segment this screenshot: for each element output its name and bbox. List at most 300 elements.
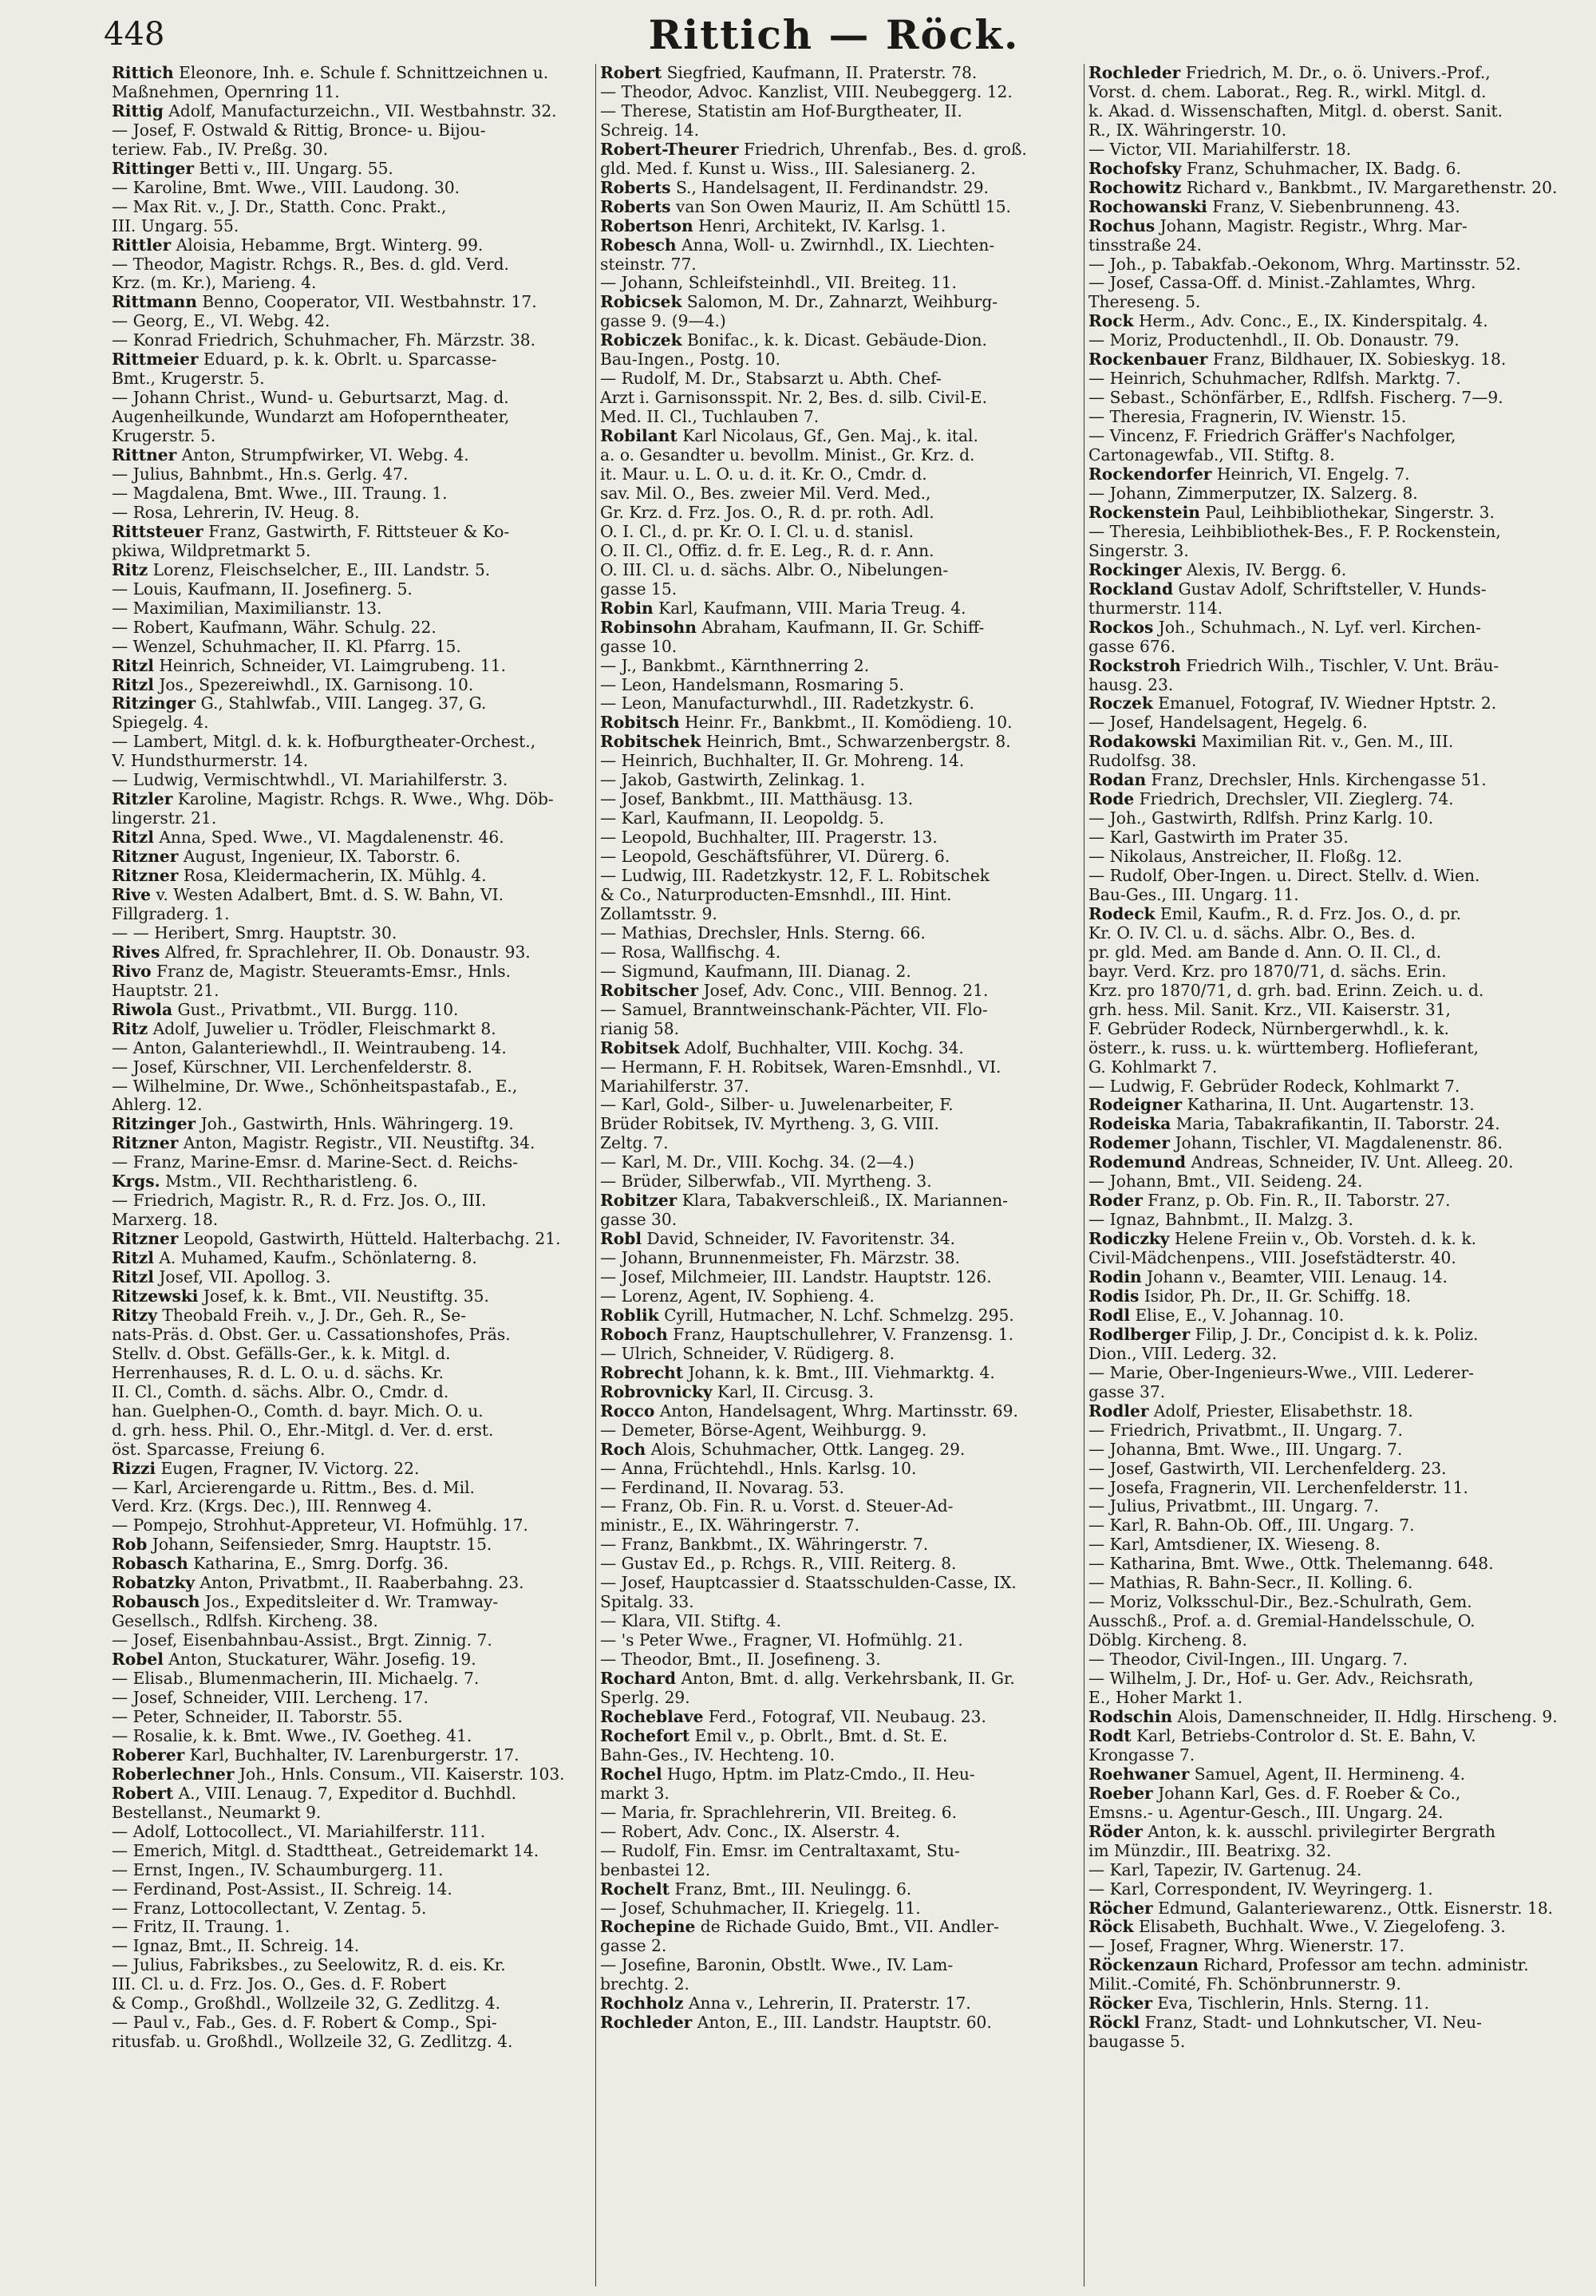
directory-entry-line: brechtg. 2. — [600, 1975, 689, 1994]
directory-entry-line: — Rosa, Lehrerin, IV. Heug. 8. — [112, 503, 360, 522]
directory-entry-line: Robitscher Josef, Adv. Conc., VIII. Bennog. 21. — [600, 981, 989, 1000]
directory-entry-line: Rodis Isidor, Ph. Dr., II. Gr. Schiffg. 18. — [1088, 1287, 1412, 1306]
directory-entry-line: baugasse 5. — [1088, 2033, 1186, 2052]
directory-entry-line: — Max Rit. v., J. Dr., Statth. Conc. Prakt., — [112, 197, 447, 216]
directory-entry-line: Döblg. Kircheng. 8. — [1088, 1631, 1247, 1650]
directory-entry-line: — Josefa, Fragnerin, VII. Lerchenfelderstr. 11. — [1088, 1478, 1468, 1497]
directory-entry-line: Zollamtsstr. 9. — [600, 904, 717, 923]
directory-entry-line: — Josef, Kürschner, VII. Lerchenfelderstr. 8. — [112, 1057, 472, 1077]
directory-entry-line: Arzt i. Garnisonsspit. Nr. 2, Bes. d. silb. Civil-E. — [600, 389, 988, 408]
directory-entry-line: — Theresia, Leihbibliothek-Bes., F. P. Rockenstein, — [1088, 522, 1501, 541]
directory-entry-line: III. Ungarg. 55. — [112, 216, 239, 235]
directory-entry-line: — Franz, Marine-Emsr. d. Marine-Sect. d. Reichs- — [112, 1153, 519, 1172]
directory-entry-line: — Sebast., Schönfärber, E., Rdlfsh. Fischerg. 7—9. — [1088, 389, 1503, 408]
column-1 — [112, 64, 591, 2286]
directory-entry-line: Rittmann Benno, Cooperator, VII. Westbahnstr. 17. — [112, 293, 537, 312]
directory-entry-line: bayr. Verd. Krz. pro 1870/71, d. sächs. Erin. — [1088, 962, 1447, 981]
directory-entry-line: — Josef, Fragner, Whrg. Wienerstr. 17. — [1088, 1937, 1404, 1956]
directory-entry-line: Rodemer Johann, Tischler, VI. Magdalenenstr. 86. — [1088, 1134, 1503, 1153]
directory-entry-line: thurmerstr. 114. — [1088, 599, 1223, 618]
directory-entry-line: — Josef, Schuhmacher, II. Kriegelg. 11. — [600, 1899, 921, 1918]
directory-entry-line: gasse 676. — [1088, 637, 1175, 656]
directory-entry-line: Roberer Karl, Buchhalter, IV. Larenburgerstr. 17. — [112, 1745, 519, 1764]
directory-entry-line: — Lambert, Mitgl. d. k. k. Hofburgtheater-Orchest., — [112, 733, 536, 752]
directory-entry-line: Roehwaner Samuel, Agent, II. Hermineng. 4. — [1088, 1764, 1466, 1784]
directory-entry-line: teriew. Fab., IV. Preßg. 30. — [112, 140, 329, 159]
directory-entry-line: — Julius, Bahnbmt., Hn.s. Gerlg. 47. — [112, 465, 409, 484]
directory-entry-line: E., Hoher Markt 1. — [1088, 1689, 1243, 1708]
directory-entry-line: — 's Peter Wwe., Fragner, VI. Hofmühlg. 21. — [600, 1631, 963, 1650]
directory-entry-line: — Moriz, Productenhdl., II. Ob. Donaustr. 79. — [1088, 331, 1460, 350]
directory-entry-line: Emsns.- u. Agentur-Gesch., III. Ungarg. 24. — [1088, 1803, 1444, 1822]
directory-entry-line: Ritzner Rosa, Kleidermacherin, IX. Mühlg. 4. — [112, 867, 487, 886]
directory-entry-line: & Comp., Großhdl., Wollzeile 32, G. Zedlitzg. 4. — [112, 1994, 500, 2013]
directory-entry-line: — Mathias, Drechsler, Hnls. Sterng. 66. — [600, 923, 926, 943]
directory-entry-line: gasse 30. — [600, 1211, 678, 1230]
directory-entry-line: Zeltg. 7. — [600, 1134, 669, 1153]
directory-entry-line: — Anton, Galanteriewhdl., II. Weintraubeng. 14. — [112, 1038, 507, 1057]
directory-entry-line: — J., Bankbmt., Kärnthnerring 2. — [600, 656, 870, 675]
directory-entry-line: — Gustav Ed., p. Rchgs. R., VIII. Reiterg. 8. — [600, 1555, 957, 1574]
directory-entry-line: — Franz, Ob. Fin. R. u. Vorst. d. Steuer-Ad- — [600, 1497, 954, 1516]
directory-entry-line: Rodt Karl, Betriebs-Controlor d. St. E. Bahn, V. — [1088, 1726, 1476, 1745]
directory-entry-line: — Karl, Arcierengarde u. Rittm., Bes. d. Mil. — [112, 1478, 475, 1497]
directory-entry-line: Krz. pro 1870/71, d. grh. bad. Erinn. Zeich. u. d. — [1088, 981, 1484, 1000]
directory-entry-line: Bau-Ingen., Postg. 10. — [600, 350, 781, 369]
directory-entry-line: — Karl, Kaufmann, II. Leopoldg. 5. — [600, 809, 885, 828]
directory-entry-line: Rodschin Alois, Damenschneider, II. Hdlg. Hirscheng. 9. — [1088, 1707, 1558, 1726]
directory-entry-line: Bmt., Krugerstr. 5. — [112, 369, 265, 389]
directory-entry-line: — Ignaz, Bahnbmt., II. Malzg. 3. — [1088, 1211, 1353, 1230]
directory-entry-line: d. grh. hess. Phil. O., Ehr.-Mitgl. d. Ver. d. erst. — [112, 1421, 494, 1440]
directory-entry-line: Rodan Franz, Drechsler, Hnls. Kirchengasse 51. — [1088, 771, 1487, 790]
directory-entry-line: Spitalg. 33. — [600, 1593, 694, 1612]
directory-entry-line: Rodeck Emil, Kaufm., R. d. Frz. Jos. O., d. pr. — [1088, 904, 1462, 923]
page-number: 448 — [104, 16, 165, 53]
directory-entry-line: Rodin Johann v., Beamter, VIII. Lenaug. 14. — [1088, 1268, 1448, 1287]
directory-entry-line: — Samuel, Branntweinschank-Pächter, VII. Flo- — [600, 1000, 988, 1019]
directory-entry-line: — Karl, R. Bahn-Ob. Off., III. Ungarg. 7. — [1088, 1516, 1415, 1535]
directory-entry-line: Rodakowski Maximilian Rit. v., Gen. M., III. — [1088, 733, 1454, 752]
directory-entry-line: — Robert, Kaufmann, Währ. Schulg. 22. — [112, 618, 437, 637]
directory-entry-line: — Victor, VII. Mariahilferstr. 18. — [1088, 140, 1352, 159]
directory-entry-line: Rockendorfer Heinrich, VI. Engelg. 7. — [1088, 465, 1410, 484]
directory-entry-line: — Josef, Eisenbahnbau-Assist., Brgt. Zinnig. 7. — [112, 1631, 492, 1650]
directory-entry-line: Hauptstr. 21. — [112, 981, 219, 1000]
directory-entry-line: Robertson Henri, Architekt, IV. Karlsg. 1. — [600, 216, 946, 235]
directory-entry-line: — Sigmund, Kaufmann, III. Dianag. 2. — [600, 962, 911, 981]
directory-entry-line: — Josef, Hauptcassier d. Staatsschulden-Casse, IX. — [600, 1574, 1017, 1593]
directory-entry-line: — Heinrich, Schuhmacher, Rdlfsh. Marktg. 7. — [1088, 369, 1461, 389]
directory-entry-line: — Josef, Bankbmt., III. Matthäusg. 13. — [600, 790, 914, 809]
directory-entry-line: — Heinrich, Buchhalter, II. Gr. Mohreng. 14. — [600, 752, 965, 771]
directory-entry-line: Rivo Franz de, Magistr. Steueramts-Emsr., Hnls. — [112, 962, 512, 981]
directory-entry-line: — Paul v., Fab., Ges. d. F. Robert & Comp., Spi- — [112, 2013, 497, 2033]
directory-entry-line: O. II. Cl., Offiz. d. fr. E. Leg., R. d. r. Ann. — [600, 541, 934, 560]
directory-entry-line: Ahlerg. 12. — [112, 1096, 203, 1115]
directory-entry-line: Robert A., VIII. Lenaug. 7, Expeditor d. Buchhdl. — [112, 1784, 516, 1803]
directory-entry-line: hausg. 23. — [1088, 675, 1174, 694]
directory-entry-line: — Ignaz, Bmt., II. Schreig. 14. — [112, 1937, 360, 1956]
directory-entry-line: — Franz, Lottocollectant, V. Zentag. 5. — [112, 1899, 427, 1918]
directory-entry-line: — Rudolf, Ober-Ingen. u. Direct. Stellv. d. Wien. — [1088, 867, 1480, 886]
directory-entry-line: — Konrad Friedrich, Schuhmacher, Fh. Märzstr. 38. — [112, 331, 536, 350]
directory-entry-line: Stellv. d. Obst. Gefälls-Ger., k. k. Mitgl. d. — [112, 1344, 451, 1363]
directory-entry-line: — Rosa, Wallfischg. 4. — [600, 943, 781, 962]
directory-entry-line: Rochelt Franz, Bmt., III. Neulingg. 6. — [600, 1879, 912, 1899]
directory-entry-line: — Karl, Amtsdiener, IX. Wieseng. 8. — [1088, 1535, 1381, 1555]
directory-entry-line: Roberts van Son Owen Mauriz, II. Am Schüttl 15. — [600, 197, 1011, 216]
running-title: Rittich — Röck. — [648, 11, 1020, 58]
column-2 — [600, 64, 1079, 2286]
directory-entry-line: Med. II. Cl., Tuchlauben 7. — [600, 408, 820, 427]
directory-entry-line: Rockstroh Friedrich Wilh., Tischler, V. Unt. Bräu- — [1088, 656, 1499, 675]
directory-entry-line: Robrovnicky Karl, II. Circusg. 3. — [600, 1382, 875, 1401]
directory-entry-line: G. Kohlmarkt 7. — [1088, 1057, 1218, 1077]
directory-entry-line: — Karl, M. Dr., VIII. Kochg. 34. (2—4.) — [600, 1153, 915, 1172]
directory-entry-line: Krugerstr. 5. — [112, 427, 216, 446]
directory-entry-line: — Karl, Gold-, Silber- u. Juwelenarbeiter, F. — [600, 1096, 954, 1115]
directory-entry-line: — Ludwig, III. Radetzkystr. 12, F. L. Robitschek — [600, 867, 990, 886]
directory-entry-line: Kr. O. IV. Cl. u. d. sächs. Albr. O., Bes. d. — [1088, 923, 1416, 943]
directory-entry-line: — Adolf, Lottocollect., VI. Mariahilferstr. 111. — [112, 1822, 486, 1841]
directory-entry-line: Rodemund Andreas, Schneider, IV. Unt. Alleeg. 20. — [1088, 1153, 1514, 1172]
directory-entry-line: Spiegelg. 4. — [112, 713, 209, 733]
directory-entry-line: — Josef, Handelsagent, Hegelg. 6. — [1088, 713, 1368, 733]
directory-entry-line: Schreig. 14. — [600, 121, 700, 140]
directory-entry-line: — Nikolaus, Anstreicher, II. Floßg. 12. — [1088, 848, 1403, 867]
directory-entry-line: im Münzdir., III. Beatrixg. 32. — [1088, 1841, 1332, 1860]
directory-entry-line: — Joh., p. Tabakfab.-Oekonom, Whrg. Martinsstr. 52. — [1088, 255, 1521, 274]
directory-entry-line: — Fritz, II. Traung. 1. — [112, 1918, 290, 1937]
directory-entry-line: gasse 37. — [1088, 1382, 1166, 1401]
directory-entry-line: Röcher Edmund, Galanteriewarenz., Ottk. Eisnerstr. 18. — [1088, 1899, 1554, 1918]
directory-entry-line: — Karoline, Bmt. Wwe., VIII. Laudong. 30. — [112, 178, 460, 197]
directory-entry-line: — Johann Christ., Wund- u. Geburtsarzt, Mag. d. — [112, 389, 509, 408]
directory-entry-line: Rodiczky Helene Freiin v., Ob. Vorsteh. d. k. k. — [1088, 1230, 1476, 1249]
directory-entry-line: — Hermann, F. H. Robitsek, Waren-Emsnhdl., VI. — [600, 1057, 1001, 1077]
directory-entry-line: Ritzner Anton, Magistr. Registr., VII. Neustiftg. 34. — [112, 1134, 535, 1153]
directory-entry-line: Gesellsch., Rdlfsh. Kircheng. 38. — [112, 1612, 378, 1631]
directory-entry-line: Robert Siegfried, Kaufmann, II. Praterstr. 78. — [600, 64, 978, 82]
directory-entry-line: steinstr. 77. — [600, 255, 697, 274]
directory-entry-line: Rochholz Anna v., Lehrerin, II. Praterstr. 17. — [600, 1994, 971, 2013]
directory-entry-line: — Moriz, Volksschul-Dir., Bez.-Schulrath, Gem. — [1088, 1593, 1472, 1612]
directory-entry-line: Ritz Lorenz, Fleischselcher, E., III. Landstr. 5. — [112, 560, 491, 579]
directory-entry-line: — Lorenz, Agent, IV. Sophieng. 4. — [600, 1287, 875, 1306]
directory-entry-line: Rives Alfred, fr. Sprachlehrer, II. Ob. Donaustr. 93. — [112, 943, 531, 962]
directory-entry-line: Roblik Cyrill, Hutmacher, N. Lchf. Schmelzg. 295. — [600, 1306, 1014, 1325]
directory-entry-line: — Johann, Brunnenmeister, Fh. Märzstr. 38. — [600, 1249, 961, 1268]
directory-entry-line: — Emerich, Mitgl. d. Stadttheat., Getreidemarkt 14. — [112, 1841, 539, 1860]
directory-entry-line: Rochefort Emil v., p. Obrlt., Bmt. d. St. E. — [600, 1726, 948, 1745]
directory-entry-line: Röder Anton, k. k. ausschl. privilegirter Bergrath — [1088, 1822, 1496, 1841]
directory-entry-line: — Johanna, Bmt. Wwe., III. Ungarg. 7. — [1088, 1440, 1403, 1459]
directory-entry-line: Robatzky Anton, Privatbmt., II. Raaberbahng. 23. — [112, 1574, 524, 1593]
directory-entry-line: Ritzner August, Ingenieur, IX. Taborstr. 6. — [112, 848, 460, 867]
directory-entry-line: Röcker Eva, Tischlerin, Hnls. Sterng. 11. — [1088, 1994, 1430, 2013]
directory-entry-line: — Maximilian, Maximilianstr. 13. — [112, 599, 382, 618]
directory-entry-line: — Vincenz, F. Friedrich Gräffer's Nachfolger, — [1088, 427, 1456, 446]
directory-entry-line: Rochepine de Richade Guido, Bmt., VII. Andler- — [600, 1918, 999, 1937]
directory-entry-line: Robicsek Salomon, M. Dr., Zahnarzt, Weihburg- — [600, 293, 998, 312]
directory-entry-line: — Ulrich, Schneider, V. Rüdigerg. 8. — [600, 1344, 895, 1363]
directory-entry-line: Robiczek Bonifac., k. k. Dicast. Gebäude-Dion. — [600, 331, 987, 350]
directory-entry-line: ritusfab. u. Großhdl., Wollzeile 32, G. Zedlitzg. 4. — [112, 2033, 513, 2052]
directory-entry-line: — Pompejo, Strohhut-Appreteur, VI. Hofmühlg. 17. — [112, 1516, 528, 1535]
directory-entry-line: — Wilhelmine, Dr. Wwe., Schönheitspastafab., E., — [112, 1077, 518, 1096]
directory-entry-line: — Johann, Schleifsteinhdl., VII. Breiteg. 11. — [600, 274, 957, 293]
directory-entry-line: — Johann, Zimmerputzer, IX. Salzerg. 8. — [1088, 484, 1418, 503]
directory-entry-line: Rochel Hugo, Hptm. im Platz-Cmdo., II. Heu- — [600, 1764, 975, 1784]
directory-entry-line: Robert-Theurer Friedrich, Uhrenfab., Bes. d. groß. — [600, 140, 1027, 159]
directory-entry-line: Rodeigner Katharina, II. Unt. Augartenstr. 13. — [1088, 1096, 1475, 1115]
directory-entry-line: — Ferdinand, Post-Assist., II. Schreig. 14. — [112, 1879, 452, 1899]
directory-entry-line: — Leopold, Buchhalter, III. Pragerstr. 13. — [600, 828, 938, 848]
directory-entry-line: Herrenhauses, R. d. L. O. u. d. sächs. Kr. — [112, 1363, 444, 1382]
directory-entry-line: O. III. Cl. u. d. sächs. Albr. O., Nibelungen- — [600, 560, 949, 579]
directory-entry-line: — Therese, Statistin am Hof-Burgtheater, II. — [600, 101, 962, 121]
directory-entry-line: Rittig Adolf, Manufacturzeichn., VII. Westbahnstr. 32. — [112, 101, 557, 121]
directory-entry-line: Robitsek Adolf, Buchhalter, VIII. Kochg. 34. — [600, 1038, 964, 1057]
directory-entry-line: Ritzewski Josef, k. k. Bmt., VII. Neustiftg. 35. — [112, 1287, 489, 1306]
directory-entry-line: — Ferdinand, II. Novarag. 53. — [600, 1478, 844, 1497]
directory-entry-line: Rockland Gustav Adolf, Schriftsteller, V. Hunds- — [1088, 579, 1487, 599]
directory-entry-line: Röckenzaun Richard, Professor am techn. administr. — [1088, 1956, 1529, 1975]
directory-entry-line: — Klara, VII. Stiftg. 4. — [600, 1612, 782, 1631]
directory-entry-line: Rodeiska Maria, Tabakrafikantin, II. Taborstr. 24. — [1088, 1115, 1500, 1134]
directory-entry-line: Robausch Jos., Expeditsleiter d. Wr. Tramway- — [112, 1593, 499, 1612]
directory-entry-line: Krgs. Mstm., VII. Rechtharistleng. 6. — [112, 1172, 418, 1191]
directory-entry-line: — Julius, Privatbmt., III. Ungarg. 7. — [1088, 1497, 1379, 1516]
directory-entry-line: Ritzl Anna, Sped. Wwe., VI. Magdalenenstr. 46. — [112, 828, 504, 848]
directory-entry-line: — Leon, Handelsmann, Rosmaring 5. — [600, 675, 904, 694]
directory-entry-line: pkiwa, Wildpretmarkt 5. — [112, 541, 311, 560]
directory-entry-line: gasse 10. — [600, 637, 678, 656]
directory-entry-line: rianig 58. — [600, 1019, 680, 1038]
directory-entry-line: — Ludwig, Vermischtwhdl., VI. Mariahilferstr. 3. — [112, 771, 508, 790]
directory-entry-line: nats-Präs. d. Obst. Ger. u. Cassationshofes, Präs. — [112, 1325, 511, 1344]
directory-entry-line: — Franz, Bankbmt., IX. Währingerstr. 7. — [600, 1535, 929, 1555]
directory-entry-line: Rockenbauer Franz, Bildhauer, IX. Sobieskyg. 18. — [1088, 350, 1507, 369]
directory-entry-line: — Brüder, Silberwfab., VII. Myrtheng. 3. — [600, 1172, 932, 1191]
directory-entry-line: Ritzinger G., Stahlwfab., VIII. Langeg. 37, G. — [112, 694, 487, 713]
directory-entry-line: Gr. Krz. d. Frz. Jos. O., R. d. pr. roth. Adl. — [600, 503, 934, 522]
directory-entry-line: — Friedrich, Privatbmt., II. Ungarg. 7. — [1088, 1421, 1403, 1440]
directory-entry-line: Rocheblave Ferd., Fotograf, VII. Neubaug. 23. — [600, 1707, 986, 1726]
directory-entry-line: Roberts S., Handelsagent, II. Ferdinandstr. 29. — [600, 178, 989, 197]
directory-entry-line: Roder Franz, p. Ob. Fin. R., II. Taborstr. 27. — [1088, 1191, 1451, 1211]
directory-entry-line: Rittsteuer Franz, Gastwirth, F. Rittsteuer & Ko- — [112, 522, 510, 541]
directory-entry-line: — Rudolf, Fin. Emsr. im Centraltaxamt, Stu- — [600, 1841, 960, 1860]
directory-entry-line: öst. Sparcasse, Freiung 6. — [112, 1440, 326, 1459]
directory-entry-line: Fillgraderg. 1. — [112, 904, 230, 923]
directory-entry-line: Ritzl A. Muhamed, Kaufm., Schönlaterng. 8. — [112, 1249, 477, 1268]
directory-entry-line: Ritzler Karoline, Magistr. Rchgs. R. Wwe., Whg. Döb- — [112, 790, 554, 809]
directory-entry-line: Rittner Anton, Strumpfwirker, VI. Webg. 4. — [112, 446, 469, 465]
directory-entry-line: — Friedrich, Magistr. R., R. d. Frz. Jos. O., III. — [112, 1191, 487, 1211]
directory-entry-line: Rockos Joh., Schuhmach., N. Lyf. verl. Kirchen- — [1088, 618, 1481, 637]
directory-entry-line: Singerstr. 3. — [1088, 541, 1189, 560]
directory-entry-line: Rock Herm., Adv. Conc., E., IX. Kinderspitalg. 4. — [1088, 312, 1488, 331]
directory-entry-line: — Josef, Schneider, VIII. Lercheng. 17. — [112, 1689, 429, 1708]
directory-entry-line: Roberlechner Joh., Hnls. Consum., VII. Kaiserstr. 103. — [112, 1764, 565, 1784]
directory-entry-line: Thereseng. 5. — [1088, 293, 1201, 312]
directory-entry-line: Rochowitz Richard v., Bankbmt., IV. Margarethenstr. 20. — [1088, 178, 1558, 197]
directory-entry-line: — Anna, Früchtehdl., Hnls. Karlsg. 10. — [600, 1459, 917, 1478]
directory-entry-line: Rive v. Westen Adalbert, Bmt. d. S. W. Bahn, VI. — [112, 885, 504, 904]
directory-entry-line: F. Gebrüder Rodeck, Nürnbergerwhdl., k. k. — [1088, 1019, 1449, 1038]
directory-entry-line: — Louis, Kaufmann, II. Josefinerg. 5. — [112, 579, 413, 599]
directory-entry-line: — Jakob, Gastwirth, Zelinkag. 1. — [600, 771, 866, 790]
directory-entry-line: Brüder Robitsek, IV. Myrtheng. 3, G. VIII. — [600, 1115, 939, 1134]
directory-entry-line: Mariahilferstr. 37. — [600, 1077, 749, 1096]
directory-entry-line: — Karl, Correspondent, IV. Weyringerg. 1. — [1088, 1879, 1433, 1899]
directory-entry-line: — Leopold, Geschäftsführer, VI. Dürerg. 6. — [600, 848, 950, 867]
directory-entry-line: Rodler Adolf, Priester, Elisabethstr. 18. — [1088, 1401, 1413, 1421]
directory-entry-line: Vorst. d. chem. Laborat., Reg. R., wirkl. Mitgl. d. — [1088, 82, 1487, 101]
directory-entry-line: Robilant Karl Nicolaus, Gf., Gen. Maj., k. ital. — [600, 427, 978, 446]
directory-entry-line: Rudolfsg. 38. — [1088, 752, 1197, 771]
directory-entry-line: Rode Friedrich, Drechsler, VII. Zieglerg. 74. — [1088, 790, 1454, 809]
directory-entry-line: Robrecht Johann, k. k. Bmt., III. Viehmarktg. 4. — [600, 1363, 995, 1382]
directory-entry-line: Robasch Katharina, E., Smrg. Dorfg. 36. — [112, 1555, 449, 1574]
directory-entry-line: — Magdalena, Bmt. Wwe., III. Traung. 1. — [112, 484, 448, 503]
directory-entry-line: — Theodor, Bmt., II. Josefineng. 3. — [600, 1650, 881, 1670]
directory-entry-line: Krongasse 7. — [1088, 1745, 1195, 1764]
directory-entry-line: Ritzl Heinrich, Schneider, VI. Laimgrubeng. 11. — [112, 656, 506, 675]
directory-entry-line: O. I. Cl., d. pr. Kr. O. I. Cl. u. d. stanisl. — [600, 522, 914, 541]
directory-entry-line: — Karl, Tapezir, IV. Gartenug. 24. — [1088, 1860, 1362, 1879]
directory-entry-line: Krz. (m. Kr.), Marieng. 4. — [112, 274, 317, 293]
directory-entry-line: österr., k. russ. u. k. württemberg. Hoflieferant, — [1088, 1038, 1479, 1057]
directory-entry-line: — Karl, Gastwirth im Prater 35. — [1088, 828, 1349, 848]
directory-entry-line: Robel Anton, Stuckaturer, Währ. Josefig. 19. — [112, 1650, 476, 1670]
column-3 — [1088, 64, 1567, 2286]
directory-entry-line: — Maria, fr. Sprachlehrerin, VII. Breiteg. 6. — [600, 1803, 958, 1822]
directory-entry-line: Robl David, Schneider, IV. Favoritenstr. 34. — [600, 1230, 956, 1249]
directory-entry-line: — Leon, Manufacturwhdl., III. Radetzkystr. 6. — [600, 694, 974, 713]
directory-entry-line: — Joh., Gastwirth, Rdlfsh. Prinz Karlg. 10. — [1088, 809, 1434, 828]
directory-entry-line: — Mathias, R. Bahn-Secr., II. Kolling. 6. — [1088, 1574, 1413, 1593]
directory-entry-line: gasse 9. (9—4.) — [600, 312, 726, 331]
directory-entry-line: han. Guelphen-O., Comth. d. bayr. Mich. O. u. — [112, 1401, 484, 1421]
directory-entry-line: gasse 2. — [600, 1937, 667, 1956]
directory-entry-line: Roeber Johann Karl, Ges. d. F. Roeber & Co., — [1088, 1784, 1461, 1803]
directory-entry-line: Bestellanst., Neumarkt 9. — [112, 1803, 322, 1822]
directory-entry-line: Ritzner Leopold, Gastwirth, Hütteld. Halterbachg. 21. — [112, 1230, 561, 1249]
directory-entry-line: Maßnehmen, Opernring 11. — [112, 82, 340, 101]
directory-entry-line: Riwola Gust., Privatbmt., VII. Burgg. 110. — [112, 1000, 459, 1019]
directory-entry-line: — — Heribert, Smrg. Hauptstr. 30. — [112, 923, 397, 943]
page-header — [104, 11, 1564, 59]
directory-entry-line: pr. gld. Med. am Bande d. Ann. O. II. Cl., d. — [1088, 943, 1442, 962]
directory-entry-line: sav. Mil. O., Bes. zweier Mil. Verd. Med., — [600, 484, 931, 503]
directory-entry-line: — Elisab., Blumenmacherin, III. Michaelg. 7. — [112, 1670, 480, 1689]
directory-entry-line: Rittmeier Eduard, p. k. k. Obrlt. u. Sparcasse- — [112, 350, 497, 369]
directory-entry-line: Ritzy Theobald Freih. v., J. Dr., Geh. R., Se- — [112, 1306, 467, 1325]
directory-entry-line: Robinsohn Abraham, Kaufmann, II. Gr. Schiff- — [600, 618, 985, 637]
directory-entry-line: Robitschek Heinrich, Bmt., Schwarzenbergstr. 8. — [600, 733, 1011, 752]
directory-entry-line: Röck Elisabeth, Buchhalt. Wwe., V. Ziegelofeng. 3. — [1088, 1918, 1506, 1937]
directory-entry-line: Rochowanski Franz, V. Siebenbrunneng. 43. — [1088, 197, 1460, 216]
directory-entry-line: Rodlberger Filip, J. Dr., Concipist d. k. k. Poliz. — [1088, 1325, 1479, 1344]
directory-entry-line: — Rosalie, k. k. Bmt. Wwe., IV. Goetheg. 41. — [112, 1726, 472, 1745]
directory-entry-line: — Robert, Adv. Conc., IX. Alserstr. 4. — [600, 1822, 901, 1841]
directory-entry-line: benbastei 12. — [600, 1860, 711, 1879]
directory-entry-line: Cartonagewfab., VII. Stiftg. 8. — [1088, 446, 1335, 465]
directory-entry-line: Robitsch Heinr. Fr., Bankbmt., II. Komödieng. 10. — [600, 713, 1013, 733]
directory-entry-line: Rizzi Eugen, Fragner, IV. Victorg. 22. — [112, 1459, 420, 1478]
directory-entry-line: Ritzl Josef, VII. Apollog. 3. — [112, 1268, 331, 1287]
directory-entry-line: lingerstr. 21. — [112, 809, 217, 828]
directory-entry-line: Augenheilkunde, Wundarzt am Hofoperntheater, — [112, 408, 510, 427]
directory-entry-line: it. Maur. u. L. O. u. d. it. Kr. O., Cmdr. d. — [600, 465, 927, 484]
directory-entry-line: Ritz Adolf, Juwelier u. Trödler, Fleischmarkt 8. — [112, 1019, 496, 1038]
directory-entry-line: Bau-Ges., III. Ungarg. 11. — [1088, 885, 1299, 904]
directory-entry-line: — Johann, Bmt., VII. Seideng. 24. — [1088, 1172, 1363, 1191]
directory-entry-line: Rockinger Alexis, IV. Bergg. 6. — [1088, 560, 1347, 579]
directory-entry-line: Rochleder Anton, E., III. Landstr. Hauptstr. 60. — [600, 2013, 992, 2033]
directory-entry-line: R., IX. Währingerstr. 10. — [1088, 121, 1287, 140]
directory-entry-line: Verd. Krz. (Krgs. Dec.), III. Rennweg 4. — [112, 1497, 433, 1516]
directory-entry-line: — Theresia, Fragnerin, IV. Wienstr. 15. — [1088, 408, 1407, 427]
directory-entry-line: — Theodor, Civil-Ingen., III. Ungarg. 7. — [1088, 1650, 1408, 1670]
directory-entry-line: tinsstraße 24. — [1088, 235, 1203, 255]
directory-entry-line: Roch Alois, Schuhmacher, Ottk. Langeg. 29. — [600, 1440, 966, 1459]
directory-entry-line: — Julius, Fabriksbes., zu Seelowitz, R. d. eis. Kr. — [112, 1956, 506, 1975]
directory-entry-line: Bahn-Ges., IV. Hechteng. 10. — [600, 1745, 836, 1764]
directory-entry-line: gld. Med. f. Kunst u. Wiss., III. Salesianerg. 2. — [600, 159, 976, 178]
directory-entry-line: Röckl Franz, Stadt- und Lohnkutscher, VI. Neu- — [1088, 2013, 1482, 2033]
directory-entry-line: & Co., Naturproducten-Emsnhdl., III. Hint. — [600, 885, 952, 904]
directory-entry-line: Sperlg. 29. — [600, 1689, 690, 1708]
directory-entry-line: Ritzl Jos., Spezereiwhdl., IX. Garnisong. 10. — [112, 675, 474, 694]
directory-entry-line: — Marie, Ober-Ingenieurs-Wwe., VIII. Lederer- — [1088, 1363, 1474, 1382]
directory-entry-line: Rochofsky Franz, Schuhmacher, IX. Badg. 6. — [1088, 159, 1461, 178]
directory-entry-line: — Theodor, Advoc. Kanzlist, VIII. Neubeggerg. 12. — [600, 82, 1013, 101]
directory-entry-line: Dion., VIII. Lederg. 32. — [1088, 1344, 1278, 1363]
directory-entry-line: V. Hundsthurmerstr. 14. — [112, 752, 309, 771]
directory-entry-line: Rochus Johann, Magistr. Registr., Whrg. Mar- — [1088, 216, 1468, 235]
directory-entry-line: Rodl Elise, E., V. Johannag. 10. — [1088, 1306, 1345, 1325]
column-divider — [595, 64, 596, 2286]
directory-entry-line: — Katharina, Bmt. Wwe., Ottk. Thelemanng. 648. — [1088, 1555, 1494, 1574]
directory-entry-line: — Ludwig, F. Gebrüder Rodeck, Kohlmarkt 7. — [1088, 1077, 1460, 1096]
directory-entry-line: Rockenstein Paul, Leihbibliothekar, Singerstr. 3. — [1088, 503, 1495, 522]
directory-entry-line: ministr., E., IX. Währingerstr. 7. — [600, 1516, 860, 1535]
directory-entry-line: — Wenzel, Schuhmacher, II. Kl. Pfarrg. 15. — [112, 637, 461, 656]
directory-entry-line: Rittler Aloisia, Hebamme, Brgt. Winterg. 99. — [112, 235, 484, 255]
directory-entry-line: Rob Johann, Seifensieder, Smrg. Hauptstr. 15. — [112, 1535, 492, 1555]
directory-entry-line: — Josef, Cassa-Off. d. Minist.-Zahlamtes, Whrg. — [1088, 274, 1476, 293]
directory-entry-line: Rochleder Friedrich, M. Dr., o. ö. Univers.-Prof., — [1088, 64, 1491, 82]
directory-entry-line: II. Cl., Comth. d. sächs. Albr. O., Cmdr. d. — [112, 1382, 449, 1401]
directory-entry-line: Rochard Anton, Bmt. d. allg. Verkehrsbank, II. Gr. — [600, 1670, 1015, 1689]
directory-entry-line: Marxerg. 18. — [112, 1211, 219, 1230]
directory-entry-line: Milit.-Comité, Fh. Schönbrunnerstr. 9. — [1088, 1975, 1401, 1994]
directory-entry-line: — Rudolf, M. Dr., Stabsarzt u. Abth. Chef- — [600, 369, 942, 389]
directory-entry-line: Rittinger Betti v., III. Ungarg. 55. — [112, 159, 393, 178]
directory-entry-line: — Theodor, Magistr. Rchgs. R., Bes. d. gld. Verd. — [112, 255, 509, 274]
directory-entry-line: gasse 15. — [600, 579, 678, 599]
directory-entry-line: Robesch Anna, Woll- u. Zwirnhdl., IX. Liechten- — [600, 235, 995, 255]
directory-entry-line: — Josefine, Baronin, Obstlt. Wwe., IV. Lam- — [600, 1956, 954, 1975]
directory-entry-line: Rocco Anton, Handelsagent, Whrg. Martinsstr. 69. — [600, 1401, 1018, 1421]
directory-entry-line: — Georg, E., VI. Webg. 42. — [112, 312, 330, 331]
directory-entry-line: Robitzer Klara, Tabakverschleiß., IX. Mariannen- — [600, 1191, 1008, 1211]
directory-entry-line: a. o. Gesandter u. bevollm. Minist., Gr. Krz. d. — [600, 446, 975, 465]
